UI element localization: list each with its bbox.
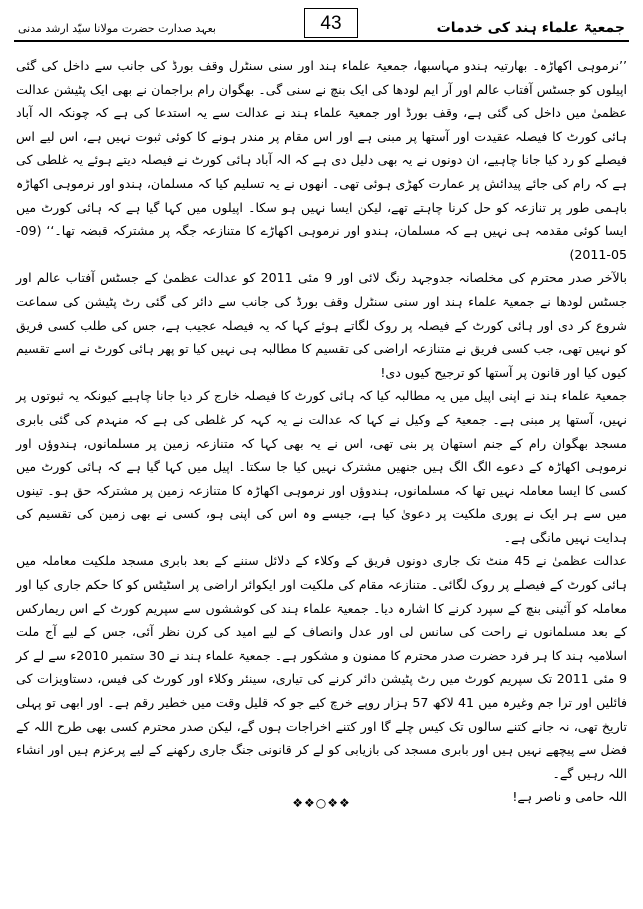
ornament-divider: ❖❖○❖❖ — [292, 796, 351, 810]
running-subtitle: بعہد صدارت حضرت مولانا سیّد ارشد مدنی — [18, 22, 216, 35]
paragraph-stay-order: عدالت عظمیٰ نے 45 منٹ تک جاری دونوں فریق کے وکلاء کے دلائل سننے کے بعد بابری مسجد ملکیت معاملہ میں ہائی کورٹ کے فیصلے پر روک لگائی۔ متنازعہ مقام کی ملکیت اور ایکوائر اراضی پر اسٹیٹس کو کا حکم جاری کیا اور معاملہ کو آئینی بنچ کے سپرد کرنے کا اشارہ دیا۔ جمعیۃ علماء ہند کی کوششوں سے سپریم کورٹ کے اس ریمارکس کے بعد مسلمانوں نے راحت کی سانس لی اور عدل وانصاف کے لیے امید کی کرن نظر آئی، جس کے لیے آج ملت اسلامیہ ہند کا ہر فرد حضرت صدر محترم کا ممنون و مشکور ہے۔ جمعیۃ علماء ہند نے 30 ستمبر 2010ء سے لے کر 9 مئی 2011 تک سپریم کورٹ میں رٹ پٹیشن دائر کرنے کی تیاری، سینئر وکلاء اور کورٹ کی فیس، دستاویزات کی فائلیں اور ترا جم وغیرہ میں 41 لاکھ 57 ہزار روپے خرچ کیے جو کہ قلیل وقت میں خطیر رقم ہے۔ اور ابھی تو پہلی تاریخ تھی، نہ جانے کتنے سالوں تک کیس چلے گا اور کتنے اخراجات ہوں گے، لیکن صدر محترم کسی بھی طرح اللہ کے فضل سے پیچھے نہیں ہیں اور بابری مسجد کی بازیابی کو لے کر قانونی جنگ جاری رکھنے کے لیے پرعزم ہیں اور انشاء اللہ رہیں گے۔ — [16, 553, 628, 781]
quoted-paragraph: ’’نرموہی اکھاڑہ۔ بھارتیہ ہندو مہاسبھا، جمعیۃ علماء ہند اور سنی سنٹرل وقف بورڈ کی جانب سے داخل کی گئی اپیلوں کو جسٹس آفتاب عالم اور آر ایم لودھا کی ایک بنچ نے سنی گی۔ بھگوان رام براجمان نے بھی ایک پٹیشن عدالت عظمیٰ میں داخل کی گئی ہے، وقف بورڈ اور جمعیۃ علماء ہند نے عدالت سے یہ استدعا کی ہے کہ چونکہ الہ آباد ہائی کورٹ کا فیصلہ عقیدت اور آستھا پر مبنی ہے اور اس مقام پر مندر ہونے کا کوئی ثبوت نہیں ہے، اس لیے اس فیصلے کو رد کیا جانا چاہیے، ان دونوں نے یہ بھی دلیل دی ہے کہ الہ آباد ہائی کورٹ نے فیصلہ دیتے ہوئے یہ غلطی کی ہے کہ رام کی جائے پیدائش پر عمارت کھڑی ہوئی تھی۔ انھوں نے یہ تسلیم کیا کہ مسلمان، ہندو اور نرموہی اکھاڑہ باہمی طور پر تنازعہ کو حل کرنا چاہتے تھے، لیکن ایسا نہیں ہو سکا۔ اپیلوں میں کہا گیا ہے کہ ہائی کورٹ میں ایسا کوئی مقدمہ ہی نہیں ہے کہ مسلمان، ہندو اور نرموہی اکھاڑے کا متنازعہ جگہ پر مشترکہ قبضہ تھا۔‘‘ (09-05-2011) — [16, 58, 627, 262]
running-title: جمعیۃ علماء ہند کی خدمات — [436, 20, 625, 36]
paragraph-verdict: بالآخر صدر محترم کی مخلصانہ جدوجہد رنگ لائی اور 9 مئی 2011 کو عدالت عظمیٰ کے جسٹس آفتاب عالم اور جسٹس لودھا نے جمعیۃ علماء ہند اور سنی سنٹرل وقف بورڈ کی جانب سے دائر کی گئی رٹ پٹیشن کی سماعت شروع کر دی اور ہائی کورٹ کے فیصلہ پر روک لگاتے ہوئے کہا کہ یہ فیصلہ عجیب ہے، جس کی طلب کسی فریق کو نہیں تھی، جب کسی فریق نے متنازعہ اراضی کی تقسیم کا مطالبہ ہی نہیں کیا تو پھر ہائی کورٹ نے اسے تقسیم کیوں کیا اور قانون پر آستھا کو ترجیح کیوں دی! — [16, 270, 627, 380]
paragraph-appeal: جمعیۃ علماء ہند نے اپنی اپیل میں یہ مطالبہ کیا کہ ہائی کورٹ کا فیصلہ خارج کر دیا جانا چاہیے کیونکہ یہ ثبوتوں پر نہیں، آستھا پر مبنی ہے۔ جمعیۃ کے وکیل نے کہا کہ عدالت نے یہ کہہ کر غلطی کی ہے کہ منہدم کی گئی بابری مسجد بھگوان رام کے جنم استھان پر بنی تھی، اس نے یہ بھی کہا کہ متنازعہ زمین پر مسلمانوں، ہندوؤں اور نرموہی اکھاڑہ کے دعوے الگ الگ ہیں جنھیں مشترک نہیں کیا جا سکتا۔ اپیل میں کہا گیا ہے کہ ہائی کورٹ میں کسی کا ایسا معاملہ نہیں تھا کہ مسلمانوں، ہندوؤں اور نرموہی اکھاڑہ کا متنازعہ زمین پر مشترکہ حق ہو۔ تینوں میں سے ہر ایک نے پوری ملکیت پر دعویٰ کیا ہے، جیسے وہ اس کی اپنی ہو، کسی نے بھی زمین کی تقسیم کی ہدایت نہیں مانگی ہے۔ — [16, 388, 627, 545]
page-number: 43 — [304, 8, 358, 38]
article-body — [16, 54, 627, 809]
closing-line: اللہ حامی و ناصر ہے! — [512, 789, 627, 805]
page-header — [14, 8, 629, 42]
